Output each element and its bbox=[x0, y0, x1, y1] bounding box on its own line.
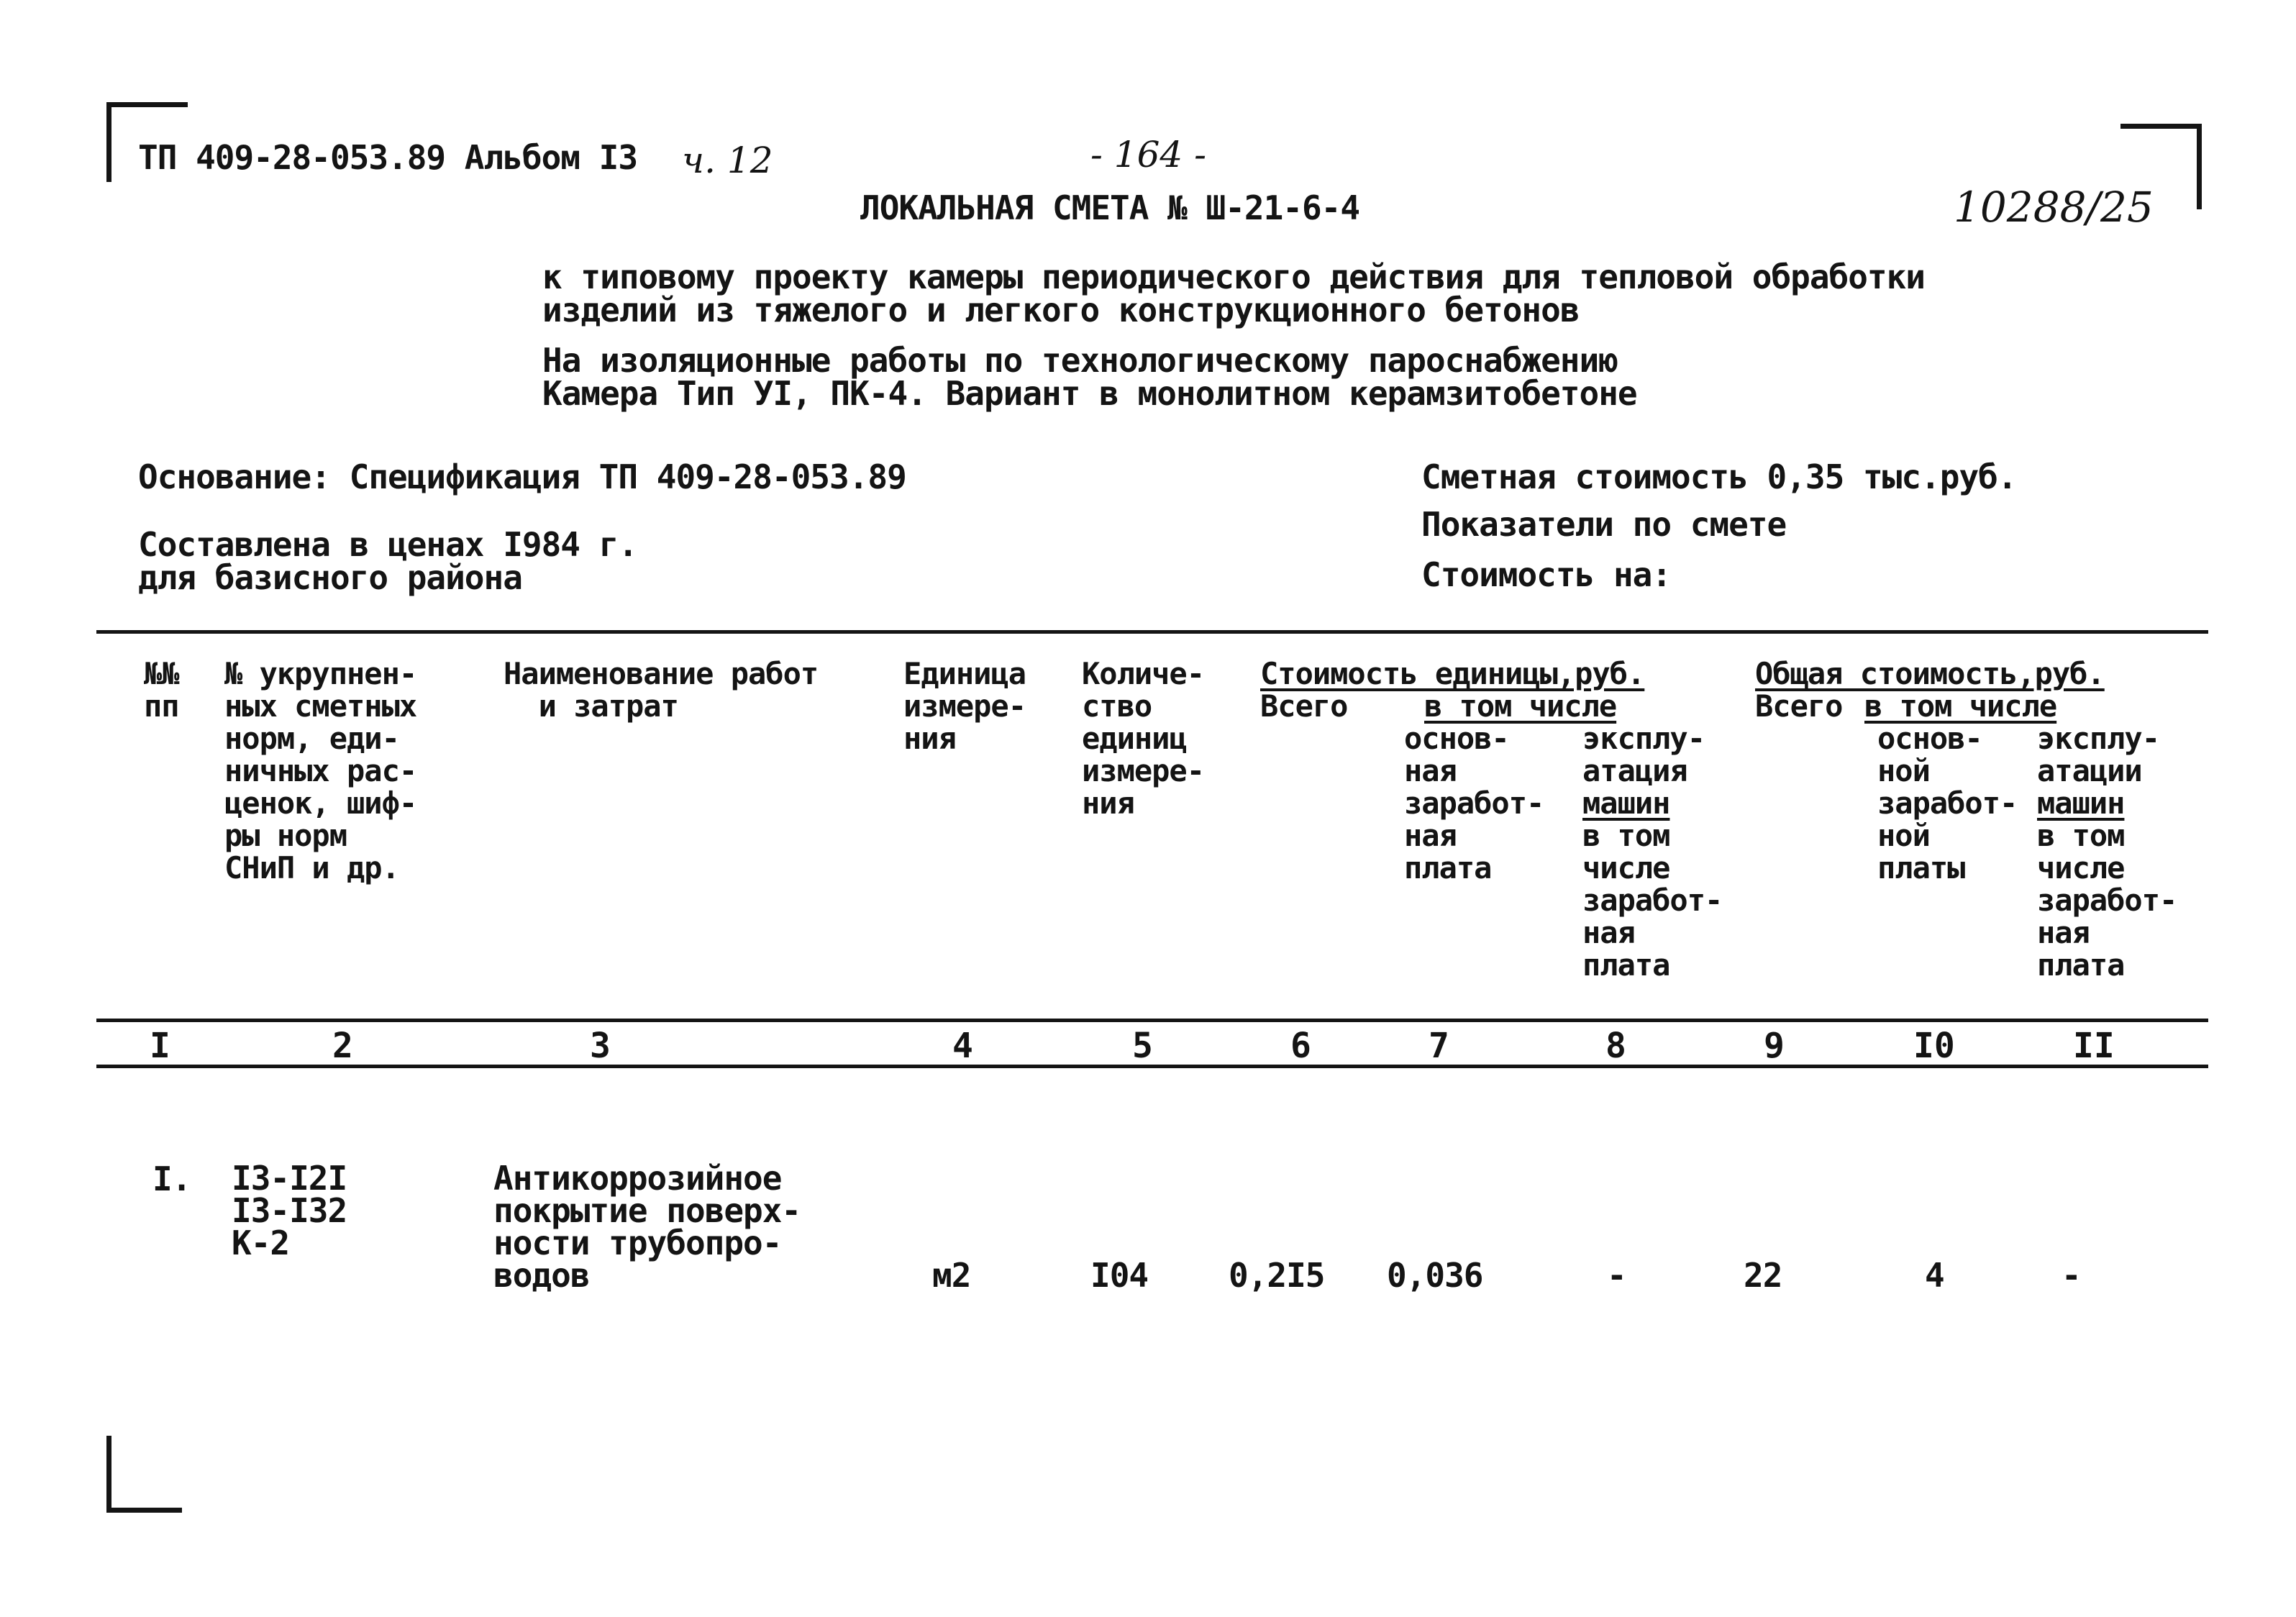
column-number: 3 bbox=[590, 1026, 611, 1066]
header-work-name: Наименование работ и затрат bbox=[504, 656, 819, 724]
cost-per-label: Стоимость на: bbox=[1421, 555, 1672, 594]
column-number: 6 bbox=[1290, 1026, 1311, 1066]
header-unit: Единица измере- ния bbox=[903, 656, 1026, 756]
row-norm-codes: I3-I2I I3-I32 К-2 bbox=[232, 1159, 347, 1262]
description-line-2: изделий из тяжелого и легкого конструкционного бетонов bbox=[542, 291, 1580, 329]
row-unit-salary: 0,036 bbox=[1387, 1256, 1483, 1295]
header-unit-machines-label: машин bbox=[1582, 785, 1670, 821]
header-total-machines-top: эксплу- атации bbox=[2037, 721, 2160, 788]
column-number: 7 bbox=[1429, 1026, 1449, 1066]
prices-line-1: Составлена в ценах I984 г. bbox=[138, 525, 638, 564]
header-total-machines-label: машин bbox=[2037, 785, 2125, 821]
column-number: II bbox=[2073, 1026, 2115, 1066]
header-norm-codes: № укрупнен- ных сметных норм, еди- ничных рас- ценок, шиф- ры норм СНиП и др. bbox=[224, 656, 417, 885]
estimate-title: ЛОКАЛЬНАЯ СМЕТА № Ш-21-6-4 bbox=[860, 188, 1360, 227]
row-unit-machines: - bbox=[1607, 1256, 1626, 1295]
column-number: 9 bbox=[1764, 1026, 1785, 1066]
column-number: I bbox=[150, 1026, 170, 1066]
column-number: 5 bbox=[1132, 1026, 1153, 1066]
header-unit-cost-group: Стоимость единицы,руб. bbox=[1260, 656, 1645, 691]
row-total-salary: 4 bbox=[1925, 1256, 1944, 1295]
header-quantity: Количе- ство единиц измере- ния bbox=[1082, 656, 1205, 821]
header-total-cost-group: Общая стоимость,руб. bbox=[1755, 656, 2105, 691]
prices-line-2: для базисного района bbox=[138, 558, 522, 597]
header-total-machines bbox=[2037, 722, 2177, 981]
row-total: 22 bbox=[1744, 1256, 1782, 1295]
table-top-rule bbox=[96, 630, 2208, 634]
description-line-4: Камера Тип УI, ПК-4. Вариант в монолитном керамзитобетоне bbox=[542, 374, 1637, 413]
row-unit: м2 bbox=[932, 1256, 971, 1295]
corner-mark-bottom-left bbox=[106, 1436, 182, 1513]
header-unit-machines-top: эксплу- атация bbox=[1582, 721, 1705, 788]
row-number: I. bbox=[152, 1160, 191, 1198]
document-code: ТП 409-28-053.89 Альбом I3 bbox=[138, 138, 638, 177]
row-total-machines: - bbox=[2062, 1256, 2081, 1295]
archive-number: 10288/25 bbox=[1954, 183, 2154, 232]
indicators-label: Показатели по смете bbox=[1421, 505, 1787, 544]
header-total-salary: основ- ной заработ- ной платы bbox=[1877, 721, 2018, 885]
header-unit-machines bbox=[1582, 722, 1722, 981]
header-total-machines-bottom: в том числе заработ- ная плата bbox=[2037, 818, 2177, 983]
row-unit-total: 0,2I5 bbox=[1229, 1256, 1325, 1295]
header-unit-salary: основ- ная заработ- ная плата bbox=[1404, 721, 1544, 885]
column-number: 2 bbox=[332, 1026, 353, 1066]
header-unit-including: в том числе bbox=[1424, 688, 1617, 724]
basis-text: Основание: Спецификация ТП 409-28-053.89 bbox=[138, 457, 906, 496]
column-number: I0 bbox=[1913, 1026, 1955, 1066]
header-bottom-rule bbox=[96, 1019, 2208, 1022]
column-number: 8 bbox=[1605, 1026, 1626, 1066]
part-number: ч. 12 bbox=[682, 140, 773, 181]
estimated-cost: Сметная стоимость 0,35 тыс.руб. bbox=[1421, 457, 2017, 496]
header-total: Всего bbox=[1755, 688, 1843, 724]
page-number: - 164 - bbox=[1090, 134, 1207, 176]
header-unit-machines-bottom: в том числе заработ- ная плата bbox=[1582, 818, 1723, 983]
header-row-number: №№ пп bbox=[144, 656, 179, 724]
header-unit-total: Всего bbox=[1260, 688, 1348, 724]
row-work-name: Антикоррозийное покрытие поверх- ности трубопро- водов bbox=[493, 1159, 801, 1295]
description-line-3: На изоляционные работы по технологическому пароснабжению bbox=[542, 341, 1618, 380]
row-quantity: I04 bbox=[1090, 1256, 1149, 1295]
header-total-including: в том числе bbox=[1864, 688, 2057, 724]
column-number: 4 bbox=[952, 1026, 973, 1066]
description-line-1: к типовому проекту камеры периодического действия для тепловой обработки bbox=[542, 258, 1925, 296]
